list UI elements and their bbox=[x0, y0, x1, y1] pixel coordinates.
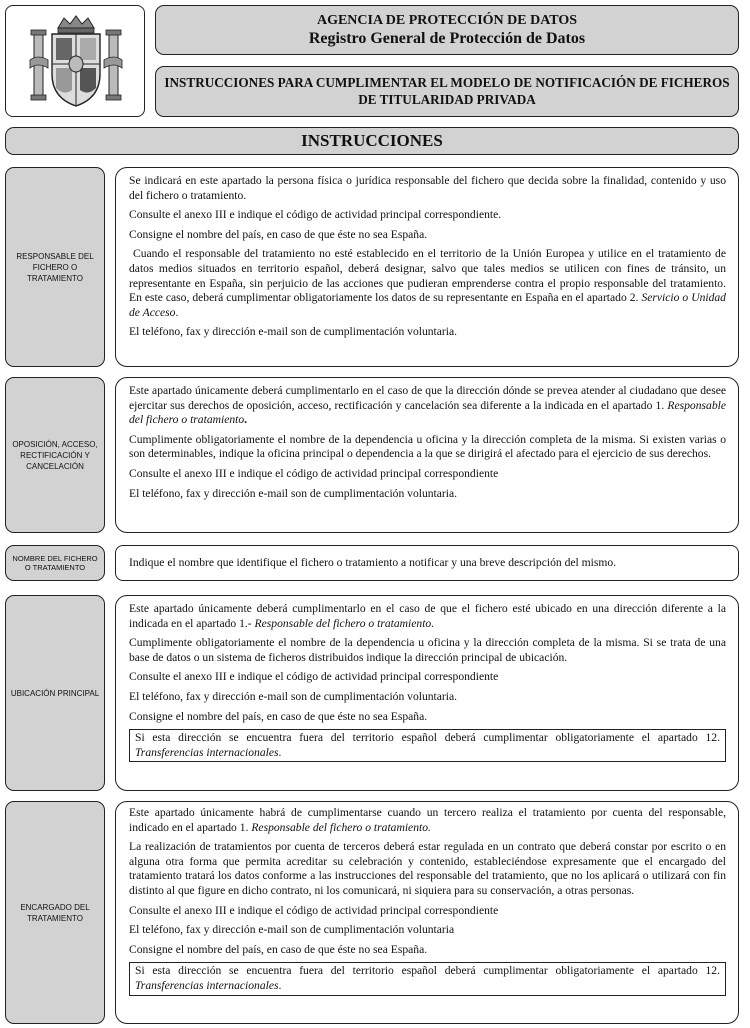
paragraph: Consulte el anexo III e indique el código de actividad principal correspondiente. bbox=[129, 208, 502, 222]
paragraph: Este apartado únicamente deberá cumplimentarlo en el caso de que la dirección dónde se prevea atender al ciudadano que desee ejercitar sus derechos de oposición, acceso, rectificación y cancelación sea diferente a la indicada en el apartado 1. Responsable del fichero o tratamiento. bbox=[129, 384, 726, 427]
paragraph: El teléfono, fax y dirección e-mail son de cumplimentación voluntaria. bbox=[129, 689, 458, 703]
paragraph: Consulte el anexo III e indique el código de actividad principal correspondiente bbox=[129, 466, 499, 480]
paragraph: Cuando el responsable del tratamiento no esté establecido en el territorio de la Unión Europea y utilice en el tratamiento de datos medios situados en territorio español, deberá designar, salvo que tales medios se utilicen con fines de tránsito, un representante en España, sin perjuicio de las acciones que pudieran emprenderse contra el propio responsable del tratamiento. En este caso, deberá cumplimentar obligatoriamente los datos de su representante en España en el apartado 2. Servicio o Unidad de Acceso. bbox=[129, 247, 726, 319]
paragraph: Este apartado únicamente deberá cumplimentarlo en el caso de que el fichero esté ubicado en una dirección diferente a la indicada en el apartado 1.- Responsable del fichero o tratamiento. bbox=[129, 602, 726, 630]
section-content-encargado bbox=[115, 801, 739, 1024]
paragraph: El teléfono, fax y dirección e-mail son de cumplimentación voluntaria. bbox=[129, 325, 458, 339]
spain-crest-icon bbox=[26, 14, 126, 110]
paragraph: Indique el nombre que identifique el fichero o tratamiento a notificar y una breve descripción del mismo. bbox=[129, 556, 617, 569]
section-content-oposicion bbox=[115, 377, 739, 533]
section-label-responsable: RESPONSABLE DEL FICHERO O TRATAMIENTO bbox=[5, 167, 105, 367]
form-title: INSTRUCCIONES PARA CUMPLIMENTAR EL MODELO DE NOTIFICACIÓN DE FICHEROS DE TITULARIDAD PRIVADA bbox=[155, 66, 739, 117]
coat-of-arms-logo bbox=[5, 5, 145, 117]
agency-header bbox=[155, 5, 739, 55]
registry-name: Registro General de Protección de Datos bbox=[308, 30, 586, 47]
paragraph: El teléfono, fax y dirección e-mail son de cumplimentación voluntaria bbox=[129, 923, 455, 937]
paragraph: Consulte el anexo III e indique el código de actividad principal correspondiente bbox=[129, 903, 499, 917]
section-content-nombre bbox=[115, 545, 739, 581]
section-label-encargado: ENCARGADO DEL TRATAMIENTO bbox=[5, 801, 105, 1024]
paragraph: Cumplimente obligatoriamente el nombre de la dependencia u oficina y la dirección completa de la misma. Si existen varias o son determinables, indique la oficina principal o dependencia a la que se dirigirá el afectado para el ejercicio de sus derechos. bbox=[129, 432, 726, 461]
paragraph: La realización de tratamientos por cuenta de terceros deberá estar regulada en un contrato que deberá constar por escrito o en alguna otra forma que permita acreditar su celebración y contenido, estableciéndose expresamente que el encargado del tratamiento tratará los datos conforme a las instrucciones del responsable del tratamiento, que no los aplicará o utilizará con fin distinto al que figure en dicho contrato, ni los comunicará, ni siquiera para su conservación, a otras personas. bbox=[129, 840, 726, 897]
paragraph: Este apartado únicamente habrá de cumplimentarse cuando un tercero realiza el tratamiento por cuenta del responsable, indicado en el apartado 1. Responsable del fichero o tratamiento. bbox=[129, 806, 726, 834]
international-transfer-note: Si esta dirección se encuentra fuera del territorio español deberá cumplimentar obligatoriamente el apartado 12. Transferencias internacionales. bbox=[129, 729, 726, 762]
section-label-nombre: NOMBRE DEL FICHERO O TRATAMIENTO bbox=[5, 545, 105, 581]
paragraph: Cumplimente obligatoriamente el nombre de la dependencia u oficina y la dirección completa de la misma. Si se trata de una base de datos o un sistema de ficheros distribuidos indique la dirección principal de ubicación. bbox=[129, 636, 726, 664]
international-transfer-note: Si esta dirección se encuentra fuera del territorio español deberá cumplimentar obligatoriamente el apartado 12. Transferencias internacionales. bbox=[129, 962, 726, 995]
agency-name: AGENCIA DE PROTECCIÓN DE DATOS bbox=[316, 13, 578, 28]
paragraph: Consigne el nombre del país, en caso de que éste no sea España. bbox=[129, 709, 428, 723]
paragraph: El teléfono, fax y dirección e-mail son de cumplimentación voluntaria. bbox=[129, 486, 458, 500]
section-content-responsable bbox=[115, 167, 739, 367]
paragraph: Consigne el nombre del país, en caso de que éste no sea España. bbox=[129, 227, 428, 241]
instructions-heading: INSTRUCCIONES bbox=[5, 127, 739, 155]
paragraph: Consigne el nombre del país, en caso de que éste no sea España. bbox=[129, 942, 428, 956]
section-label-ubicacion: UBICACIÓN PRINCIPAL bbox=[5, 595, 105, 791]
section-content-ubicacion bbox=[115, 595, 739, 791]
section-label-oposicion: OPOSICIÓN, ACCESO, RECTIFICACIÓN Y CANCELACIÓN bbox=[5, 377, 105, 533]
paragraph: Consulte el anexo III e indique el código de actividad principal correspondiente bbox=[129, 670, 499, 684]
paragraph: Se indicará en este apartado la persona física o jurídica responsable del fichero que decida sobre la finalidad, contenido y uso del fichero o tratamiento. bbox=[129, 174, 726, 202]
